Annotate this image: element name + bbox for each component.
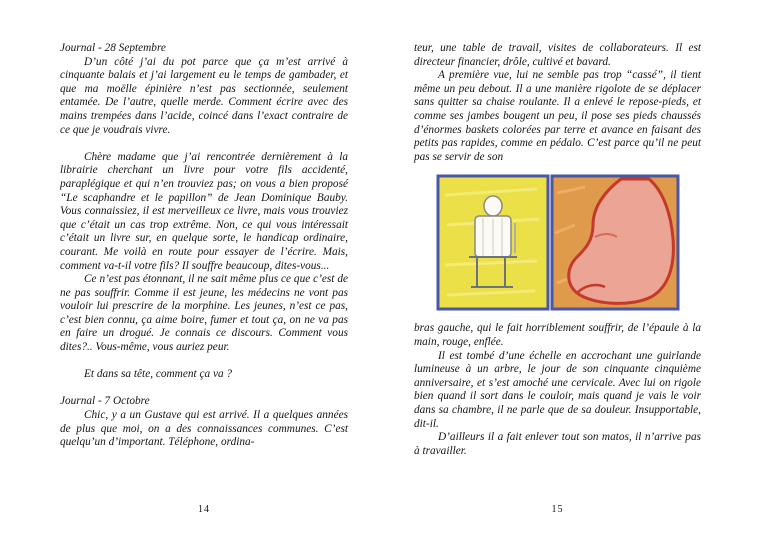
paragraph: bras gauche, qui le fait horriblement souffrir, de l’épaule à la main, rouge, enflée.	[414, 322, 701, 348]
paragraph: D’ailleurs il a fait enlever tout son matos, il n’arrive pas à travailler.	[414, 431, 701, 457]
paragraph: Et dans sa tête, comment ça va ?	[84, 368, 233, 381]
journal-heading: Journal - 28 Septembre	[60, 42, 166, 54]
page-right	[414, 42, 701, 524]
page-number-left: 14	[198, 504, 210, 515]
paragraph: Ce n’est pas étonnant, il ne sait même plus ce que c’est de ne pas souffrir. Comme il est jeune, les médecins ne vont pas vouloir lui prescrire de la morphine. Les jeunes, n’est ce pas, c’est bien connu, ça aime boire, fumer et tout ça, on ne va pas en faire un drogué. Je connais ce discours. Comment vous dites?.. Vous-même, vous auriez peur.	[60, 273, 348, 354]
paragraph: A première vue, lui ne semble pas trop “cassé”, il tient même un peu debout. Il a une manière rigolote de se déplacer sans quitter sa chaise roulante. Il a enlevé le repose-pieds, et comme ses jambes bougent un peu, il pose ses pieds chaussés d’énormes baskets colorées par terre et avance en faisant des petits pas rapides, comme en pédalo. C’est parce qu’il ne peut pas se servir de son	[414, 69, 701, 163]
crayon-drawing-svg	[435, 173, 681, 313]
page-left-text	[60, 42, 348, 450]
crayon-drawing	[435, 173, 681, 313]
paragraph: Chic, y a un Gustave qui est arrivé. Il a quelques années de plus que moi, on a des connaissances communes. C’est quelqu’un d’important. Téléphone, ordina-	[60, 409, 348, 449]
paragraph: Chère madame que j’ai rencontrée dernièrement à la librairie cherchant un livre pour votre fils accidenté, paraplégique et qui n’en trouviez pas; on vous a bien proposé “Le scaphandre et le papillon” de Jean Dominique Bauby. Vous connaissiez, il est merveilleux ce livre, mais vous trouviez que c’était un cas trop extrême. Non, ce qui vous intéressait c’était un livre sur, en quelque sorte, le handicap ordinaire, courant. Me voilà en route pour essayer de l’écrire. Mais, comment va-t-il votre fils? Il souffre beaucoup, dites-vous...	[60, 150, 348, 272]
page-right-text	[414, 42, 701, 458]
paragraph: teur, une table de travail, visites de collaborateurs. Il est directeur financier, drôle, cultivé et bavard.	[414, 42, 701, 68]
paragraph: Il est tombé d’une échelle en accrochant une guirlande lumineuse à un arbre, le jour de son cinquante cinquième anniversaire, et s’est amoché une cervicale. Avec lui on rigole bien quand il sort dans le couloir, mais quand je vais le voir dans sa chambre, il ne parle que de sa douleur. Insupportable, dit-il.	[414, 349, 701, 430]
paragraph: D’un côté j’ai du pot parce que ça m’est arrivé à cinquante balais et j’ai largement eu le temps de gambader, et que ma moëlle épinière n’est pas sectionnée, seulement entamée. De l’autre, quelle merde. Comment écrire avec des mains trempées dans l’acide, coincé dans l’exact contraire de ce que je voudrais vivre.	[60, 55, 348, 136]
page-left	[60, 42, 348, 524]
page-number-right: 15	[551, 504, 564, 515]
journal-heading: Journal - 7 Octobre	[60, 395, 150, 408]
